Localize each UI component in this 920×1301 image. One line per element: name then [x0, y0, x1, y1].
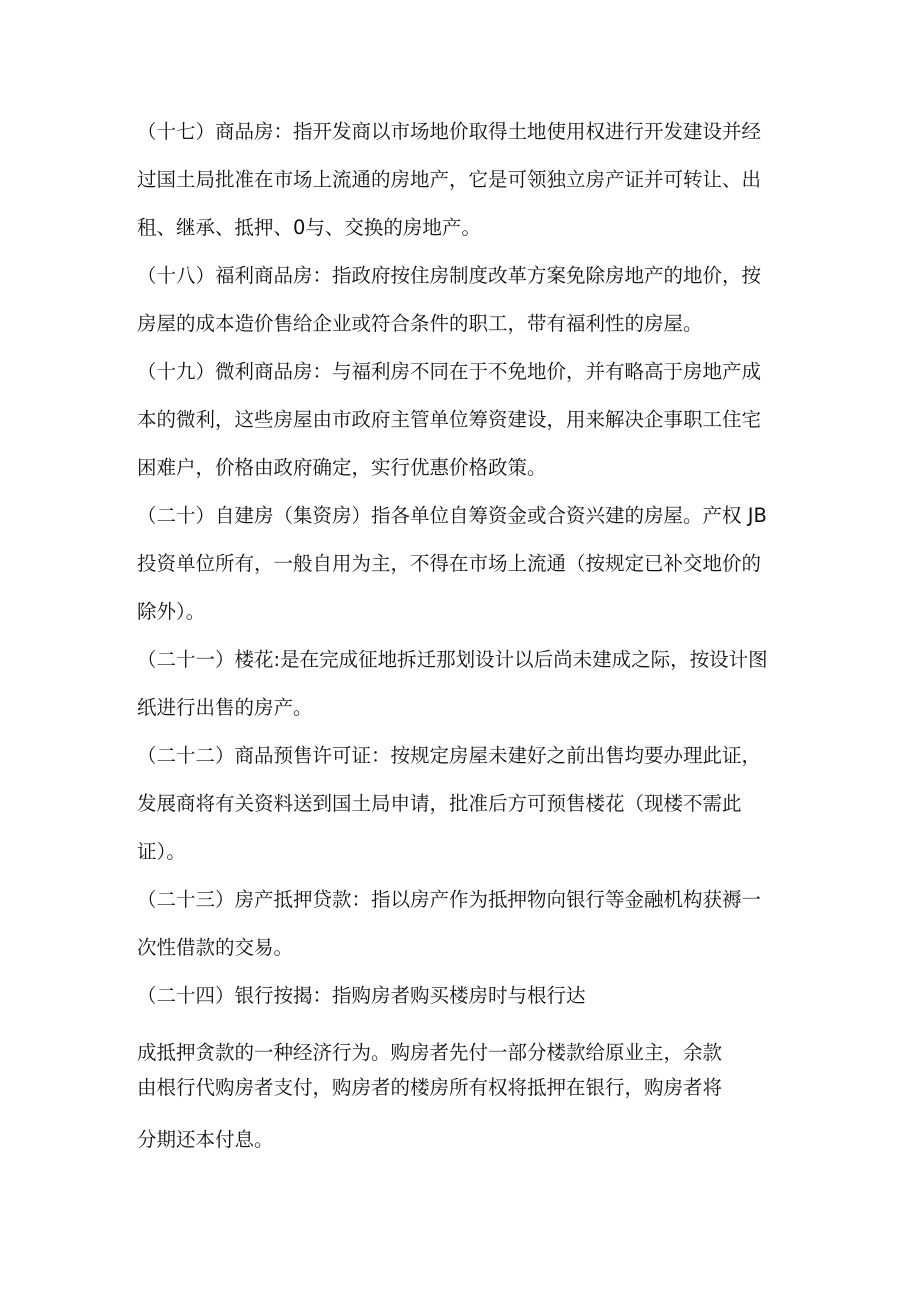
text-line: 分期还本付息。 — [137, 1128, 274, 1151]
text-line: （二十三）房产抵押贷款：指以房产作为抵押物向银行等金融机构获褥一 — [137, 888, 762, 911]
text-line: （十七）商品房：指开发商以市场地价取得土地使用权进行开发建设并经 — [137, 120, 762, 143]
text-line: （二十四）银行按揭：指购房者购买楼房时与根行达 — [137, 984, 586, 1007]
text-line: 投资单位所有，一般自用为主，不得在市场上流通（按规定已补交地价的 — [137, 552, 762, 575]
text-line: 由根行代购房者支付，购房者的楼房所有权将抵押在银行，购房者将 — [137, 1076, 723, 1099]
text-line: （十九）微利商品房：与福利房不同在于不免地价，并有略高于房地产成 — [137, 360, 762, 383]
text-line: 困难户，价格由政府确定，实行优惠价格政策。 — [137, 456, 547, 479]
text-line: （二十）自建房（集资房）指各单位自筹资金或合资兴建的房屋。产权 JB — [137, 504, 767, 527]
text-line: （十八）福利商品房：指政府按住房制度改革方案免除房地产的地价，按 — [137, 264, 762, 287]
text-line: 纸进行出售的房产。 — [137, 696, 313, 719]
text-line: 除外）。 — [137, 600, 206, 623]
text-line: 成抵押贪款的一种经济行为。购房者先付一部分楼款给原业主，余款 — [137, 1041, 723, 1064]
text-line: （二十一）楼花:是在完成征地拆迁那划设计以后尚未建成之际，按设计图 — [137, 648, 768, 671]
text-line: （二十二）商品预售许可证：按规定房屋未建好之前出售均要办理此证， — [137, 744, 762, 767]
text-line: 次性借款的交易。 — [137, 936, 294, 959]
text-line: 发展商将有关资料送到国土局申请，批准后方可预售楼花（现楼不需此 — [137, 792, 742, 815]
text-line: 租、继承、抵押、0与、交换的房地产。 — [137, 216, 481, 239]
text-line: 房屋的成本造价售给企业或符合条件的职工，带有福利性的房屋。 — [137, 312, 703, 335]
text-line: 过国土局批准在市场上流通的房地产，它是可领独立房产证并可转让、出 — [137, 168, 762, 191]
text-line: 本的微利，这些房屋由市政府主管单位筹资建设，用来解决企事职工住宅 — [137, 408, 762, 431]
text-line: 证）。 — [137, 840, 186, 863]
